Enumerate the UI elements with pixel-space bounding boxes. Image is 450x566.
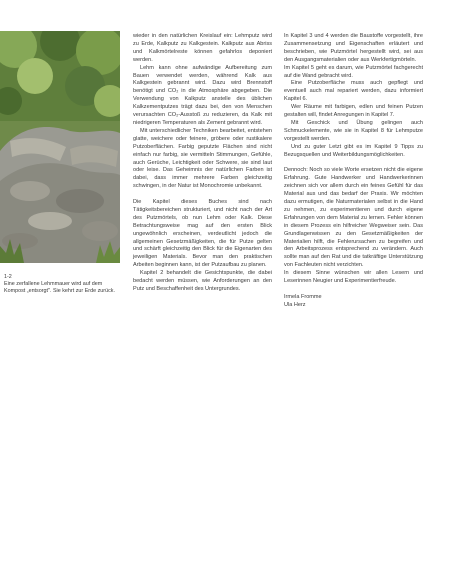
right-paragraphs [284,33,423,286]
paragraph: Eine Putzoberfläche muss auch gepflegt und eventuell auch mal repariert werden, dazu informiert Kapitel 6. [284,80,423,103]
paragraph: In diesem Sinne wünschen wir allen Lesern und Leserinnen Neugier und Experimentierfreude. [284,270,423,285]
paragraph: In Kapitel 3 und 4 werden die Baustoffe vorgestellt, ihre Zusammensetzung und Eigenschaften erläutert und beschrieben, wie Putzmörtel hergestellt wird, sei aus den Ausgangsmaterialien oder aus Werkfertigmörteln. [284,33,423,63]
paragraph: Mit unterschiedlicher Techniken bearbeitet, entstehen glatte, weichere oder feinere, gröbere oder rustikalere Putzoberflächen. Farbig geputzte Flächen sind nicht einfach nur farbig, sie vermitteln Stimmungen, Gefühle, auch Gerüche, Leichtigkeit oder Schwere, sie sind laut oder leise. Das Geheimnis der natürlichen Farben ist dabei, dass immer mehrere Farben gleichzeitig schwingen, in der Natur ist Monochromie unbekannt. [133,127,272,190]
paragraph: Mit Geschick und Übung gelingen auch Schmuckelemente, wie sie in Kapitel 8 für Lehmputze vorgestellt werden. [284,119,423,142]
figure-caption [4,274,116,296]
paragraph: Die Kapitel dieses Buches sind nach Tätigkeitsbereichen strukturiert, und nicht nach der Art des Putzmörtels, ob nun Lehm oder Kalk. Diese Betrachtungsweise mag auf den ersten Blick ungewöhnlich erscheinen, verdeutlicht jedoch die allgemeinen Gesetzmäßigkeiten, die für Putze gelten und schärft gleichzeitig den Blick für die Eigenarten des jeweiligen Materials. Bevor man den praktischen Arbeiten beginnen kann, ist der Putzaufbau zu planen. [133,199,272,269]
paragraph: wieder in den natürlichen Kreislauf ein: Lehmputz wird zu Erde, Kalkputz zu Kalkgestein. Kalkputz aus Abriss und Kalkmörtelreste können gefahrlos deponiert werden. [133,33,272,63]
figure-caption-text: Eine zerfallene Lehmmauer wird auf dem Kompost „entsorgt". Sie kehrt zur Erde zurück. [4,281,115,295]
paragraph: Dennoch: Noch so viele Worte ersetzen nicht die eigene Erfahrung. Gute Handwerker und Handwerkerinnen zeichnen sich vor allem durch ein feines Gefühl für das Material aus und das bedarf der Praxis. Wir möchten dazu ermutigen, die Naturmaterialen selbst in die Hand zu nehmen, zu experimentieren und durch eigene Erfahrungen von dem Material zu lernen. Fehler können in diesem Prozess ein hilfreicher Wegweiser sein. Das Grundlagenwissen zu den Gesetzmäßigkeiten der Materialien hilft, die Fehlerursachen zu begreifen und den Arbeitsprozess entsprechend zu verändern. Auch sollte man auf den Rat und die tatkräftige Unterstützung von Fachleuten nicht verzichten. [284,167,423,269]
crumbling-clay-wall-photo [0,31,120,263]
signature-block [284,294,423,310]
paragraph: Lehm kann ohne aufwändige Aufbereitung zum Bauen verwendet werden, während Kalk aus Kalkgestein gebrannt wird. Dazu wird Brennstoff benötigt und CO₂ in die Atmosphäre abgegeben. Die Verwendung von Kalkputz anstelle des üblichen Kalkzementputzes trägt dazu bei, den von Menschen verursachten CO₂-Ausstoß zu reduzieren, da Kalk mit niedrigeren Temperaturen als Zement gebrannt wird. [133,64,272,126]
compost-wall-image [0,31,120,263]
text-column-middle [133,33,272,294]
paragraph: Und zu guter Letzt gibt es im Kapitel 9 Tipps zu Bezugsquellen und Weiterbildungsmöglichkeiten. [284,143,423,158]
paragraph: Im Kapitel 5 geht es darum, wie Putzmörtel fachgerecht auf die Wand gebracht wird. [284,64,423,79]
paragraph: Kapitel 2 behandelt die Gesichtspunkte, die dabei bedacht werden müssen, wie Anforderungen an den Putz und Beschaffenheit des Untergrundes. [133,270,272,292]
signature-author-2: Ula Herz [284,301,306,308]
text-column-right [284,33,423,310]
paragraph: Wer Räume mit farbigen, edlen und feinen Putzen gestalten will, findet Anregungen in Kapitel 7. [284,104,423,119]
signature-author-1: Irmela Fromme [284,293,322,300]
figure-number: 1-2 [4,274,12,280]
